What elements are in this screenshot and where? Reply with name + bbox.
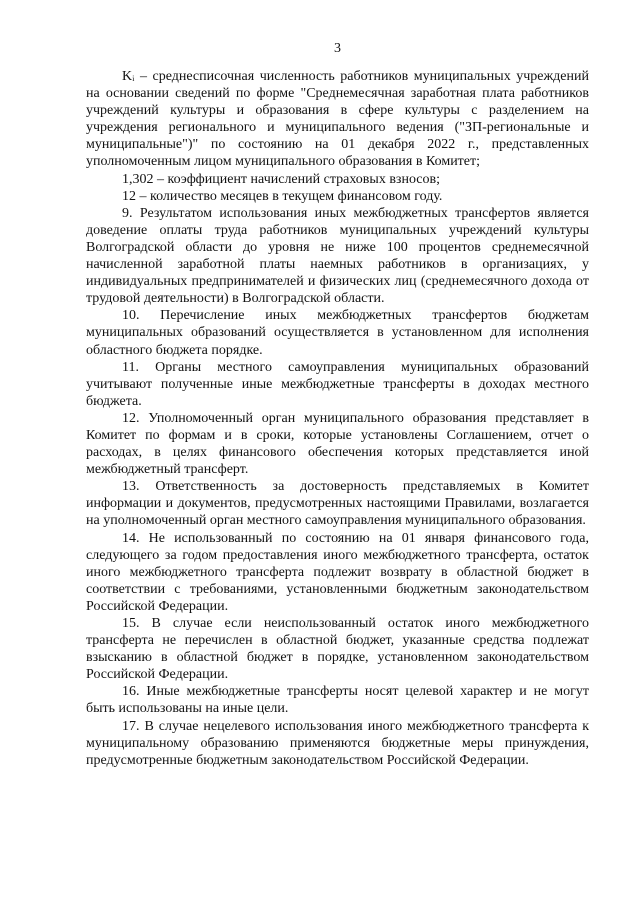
paragraph-12: 12. Уполномоченный орган муниципального образования представляет в Комитет по формам и в сроки, которые установлены Соглашением, отчет о расходах, в целях финансового обеспечения которых представляется иной межбюджетный трансферт. bbox=[86, 410, 589, 478]
paragraph-15: 15. В случае если неиспользованный остаток иного межбюджетного трансферта не перечислен в областной бюджет, указанные средства подлежат взысканию в областной бюджет в порядке, установленном законодательством Российской Федерации. bbox=[86, 616, 589, 683]
page-number: 3 bbox=[334, 41, 341, 56]
paragraph-10: 10. Перечисление иных межбюджетных трансфертов бюджетам муниципальных образований осуществляется в установленном для исполнения областного бюджета порядке. bbox=[86, 308, 589, 358]
paragraph-9: 9. Результатом использования иных межбюджетных трансфертов является доведение оплаты труда работников муниципальных учреждений культуры Волгоградской области до уровня не ниже 100 процентов среднемесячной начисленной заработной платы наемных работников в организациях, у индивидуальных предпринимателей и физических лиц (среднемесячного дохода от трудовой деятельности) в Волгоградской области. bbox=[86, 205, 589, 307]
paragraph-months: 12 – количество месяцев в текущем финансовом году. bbox=[122, 188, 443, 204]
paragraph-16: 16. Иные межбюджетные трансферты носят целевой характер и не могут быть использованы на иные цели. bbox=[86, 684, 589, 717]
document-body bbox=[86, 68, 589, 769]
paragraph-11: 11. Органы местного самоуправления муниципальных образований учитывают полученные иные межбюджетные трансферты в доходах местного бюджета. bbox=[86, 359, 589, 409]
paragraph-17: 17. В случае нецелевого использования иного межбюджетного трансферта к муниципальному образованию применяются бюджетные меры принуждения, предусмотренные бюджетным законодательством Российской Федерации. bbox=[86, 718, 589, 768]
paragraph-k-definition: Kᵢ – среднесписочная численность работников муниципальных учреждений на основании сведений по форме "Среднемесячная заработная плата работников учреждений культуры и образования в сфере культуры с разделением на учреждения регионального и муниципального ведения ("ЗП-региональные и муниципальные")" по состоянию на 01 декабря 2022 г., представленных уполномоченным лицом муниципального образования в Комитет; bbox=[86, 69, 589, 170]
paragraph-coefficient: 1,302 – коэффициент начислений страховых взносов; bbox=[122, 171, 441, 187]
paragraph-14: 14. Не использованный по состоянию на 01 января финансового года, следующего за годом предоставления иного межбюджетного трансферта, остаток иного межбюджетного трансферта подлежит возврату в областной бюджет в соответствии с требованиями, установленными бюджетным законодательством Российской Федерации. bbox=[86, 530, 589, 614]
paragraph-13: 13. Ответственность за достоверность представляемых в Комитет информации и документов, предусмотренных настоящими Правилами, возлагается на уполномоченный орган местного самоуправления муниципального образования. bbox=[86, 479, 589, 529]
